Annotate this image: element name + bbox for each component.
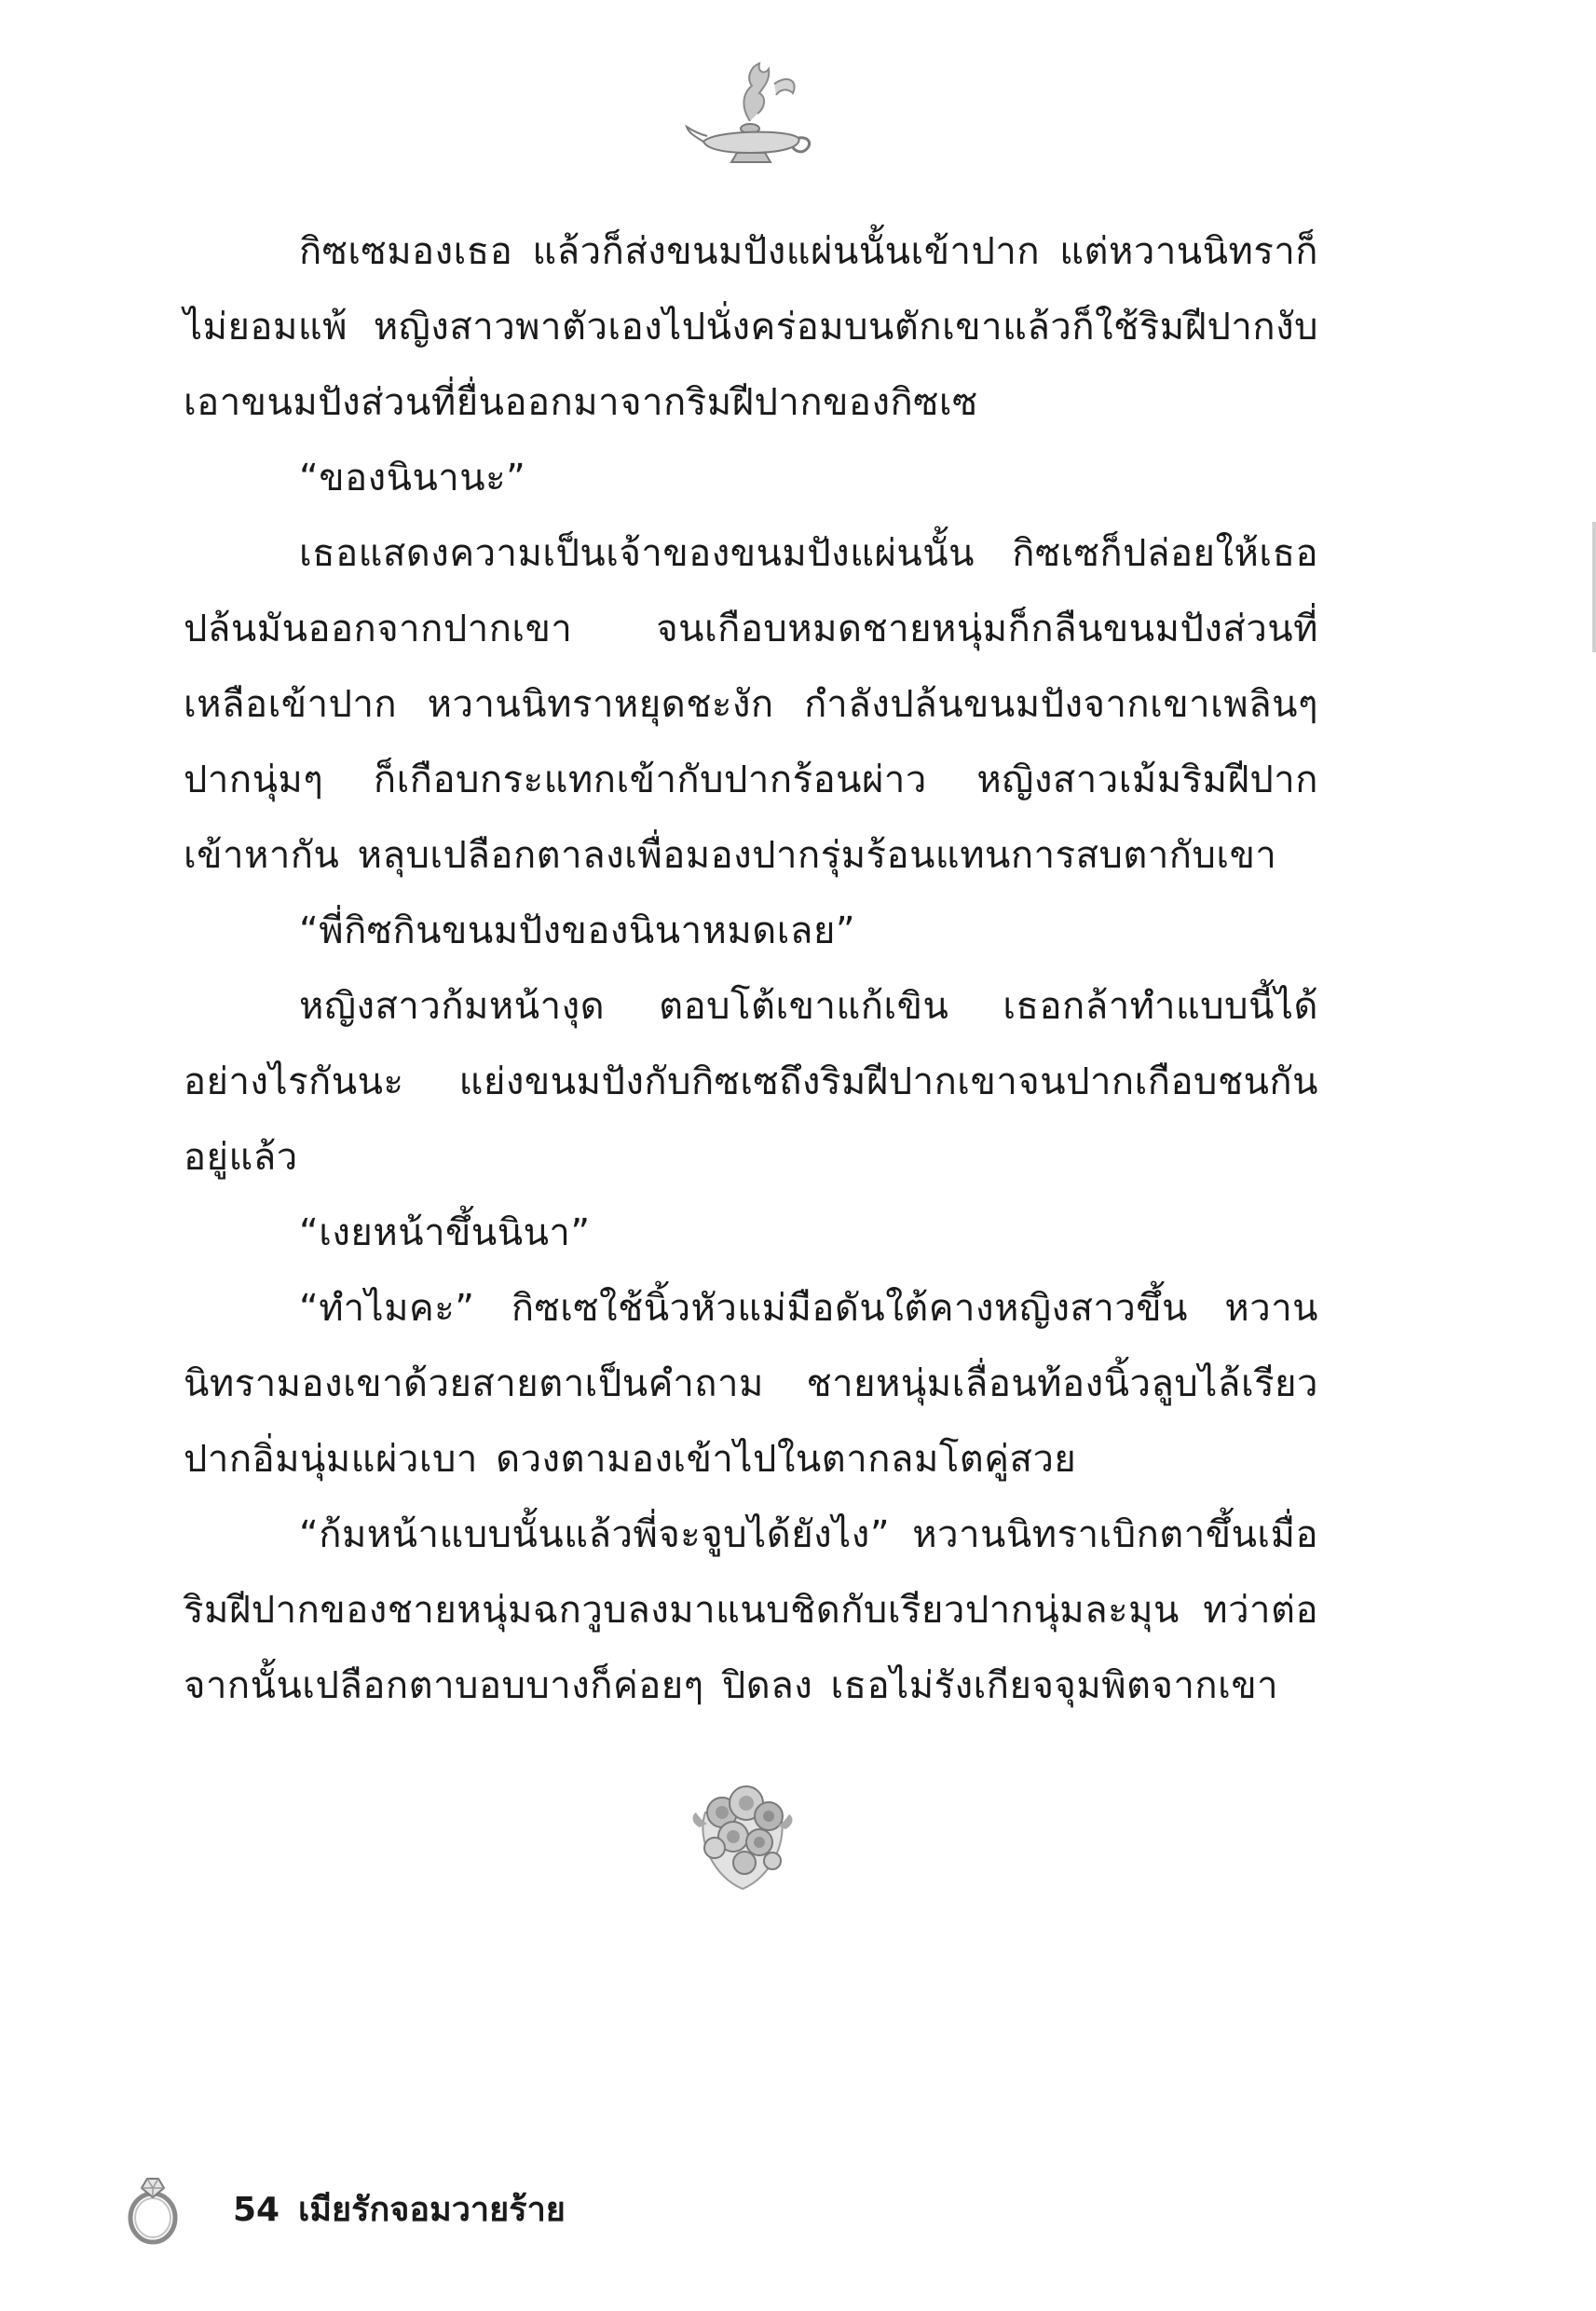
page-footer [121,2171,773,2246]
paragraph-5: หญิงสาวก้มหน้างุด ตอบโต้เขาแก้เขิน เธอกล้าทำแบบนี้ได้อย่างไรกันนะ แย่งขนมปังกับกิซเซถึงริมฝีปากเขาจนปากเกือบชนกันอยู่แล้ว [184,985,1318,1179]
page-edge-mark [1592,522,1596,652]
paragraph-3: เธอแสดงความเป็นเจ้าของขนมปังแผ่นนั้น กิซเซก็ปล่อยให้เธอปล้นมันออกจากปากเขา จนเกือบหมดชายหนุ่มก็กลืนขนมปังส่วนที่เหลือเข้าปาก หวานนิทราหยุดชะงัก กำลังปล้นขนมปังจากเขาเพลินๆ ปากนุ่มๆ ก็เกือบกระแทกเข้ากับปากร้อนผ่าว หญิงสาวเม้มริมฝีปากเข้าหากัน หลุบเปลือกตาลงเพื่อมองปากรุ่มร้อนแทนการสบตากับเขา [184,532,1318,877]
genie-lamp-icon [685,56,815,168]
flower-bouquet-icon [687,1775,798,1892]
paragraph-2: “ของนินานะ” [299,457,526,499]
paragraph-6: “เงยหน้าขึ้นนินา” [299,1211,591,1254]
paragraph-4: “พี่กิซกินขนมปังของนินาหมดเลย” [299,909,856,952]
page-number: 54 [233,2191,280,2229]
paragraph-7: “ทำไมคะ” กิซเซใช้นิ้วหัวแม่มือดันใต้คางหญิงสาวขึ้น หวานนิทรามองเขาด้วยสายตาเป็นคำถาม ชายหนุ่มเลื่อนท้องนิ้วลูบไล้เรียวปากอิ่มนุ่มแผ่วเบา ดวงตามองเข้าไปในตากลมโตคู่สวย [184,1287,1318,1481]
book-title: เมียรักจอมวายร้าย [298,2191,566,2229]
paragraph-8: “ก้มหน้าแบบนั้นแล้วพี่จะจูบได้ยังไง” หวานนิทราเบิกตาขึ้นเมื่อริมฝีปากของชายหนุ่มฉกวูบลงมาแนบชิดกับเรียวปากนุ่มละมุน ทว่าต่อจากนั้นเปลือกตาบอบบางก็ค่อยๆ ปิดลง เธอไม่รังเกียจจุมพิตจากเขา [184,1513,1318,1707]
diamond-ring-icon [121,2171,186,2246]
story-text [184,214,1318,1724]
paragraph-1: กิซเซมองเธอ แล้วก็ส่งขนมปังแผ่นนั้นเข้าปาก แต่หวานนิทราก็ไม่ยอมแพ้ หญิงสาวพาตัวเองไปนั่งคร่อมบนตักเขาแล้วก็ใช้ริมฝีปากงับเอาขนมปังส่วนที่ยื่นออกมาจากริมฝีปากของกิซเซ [184,230,1318,424]
